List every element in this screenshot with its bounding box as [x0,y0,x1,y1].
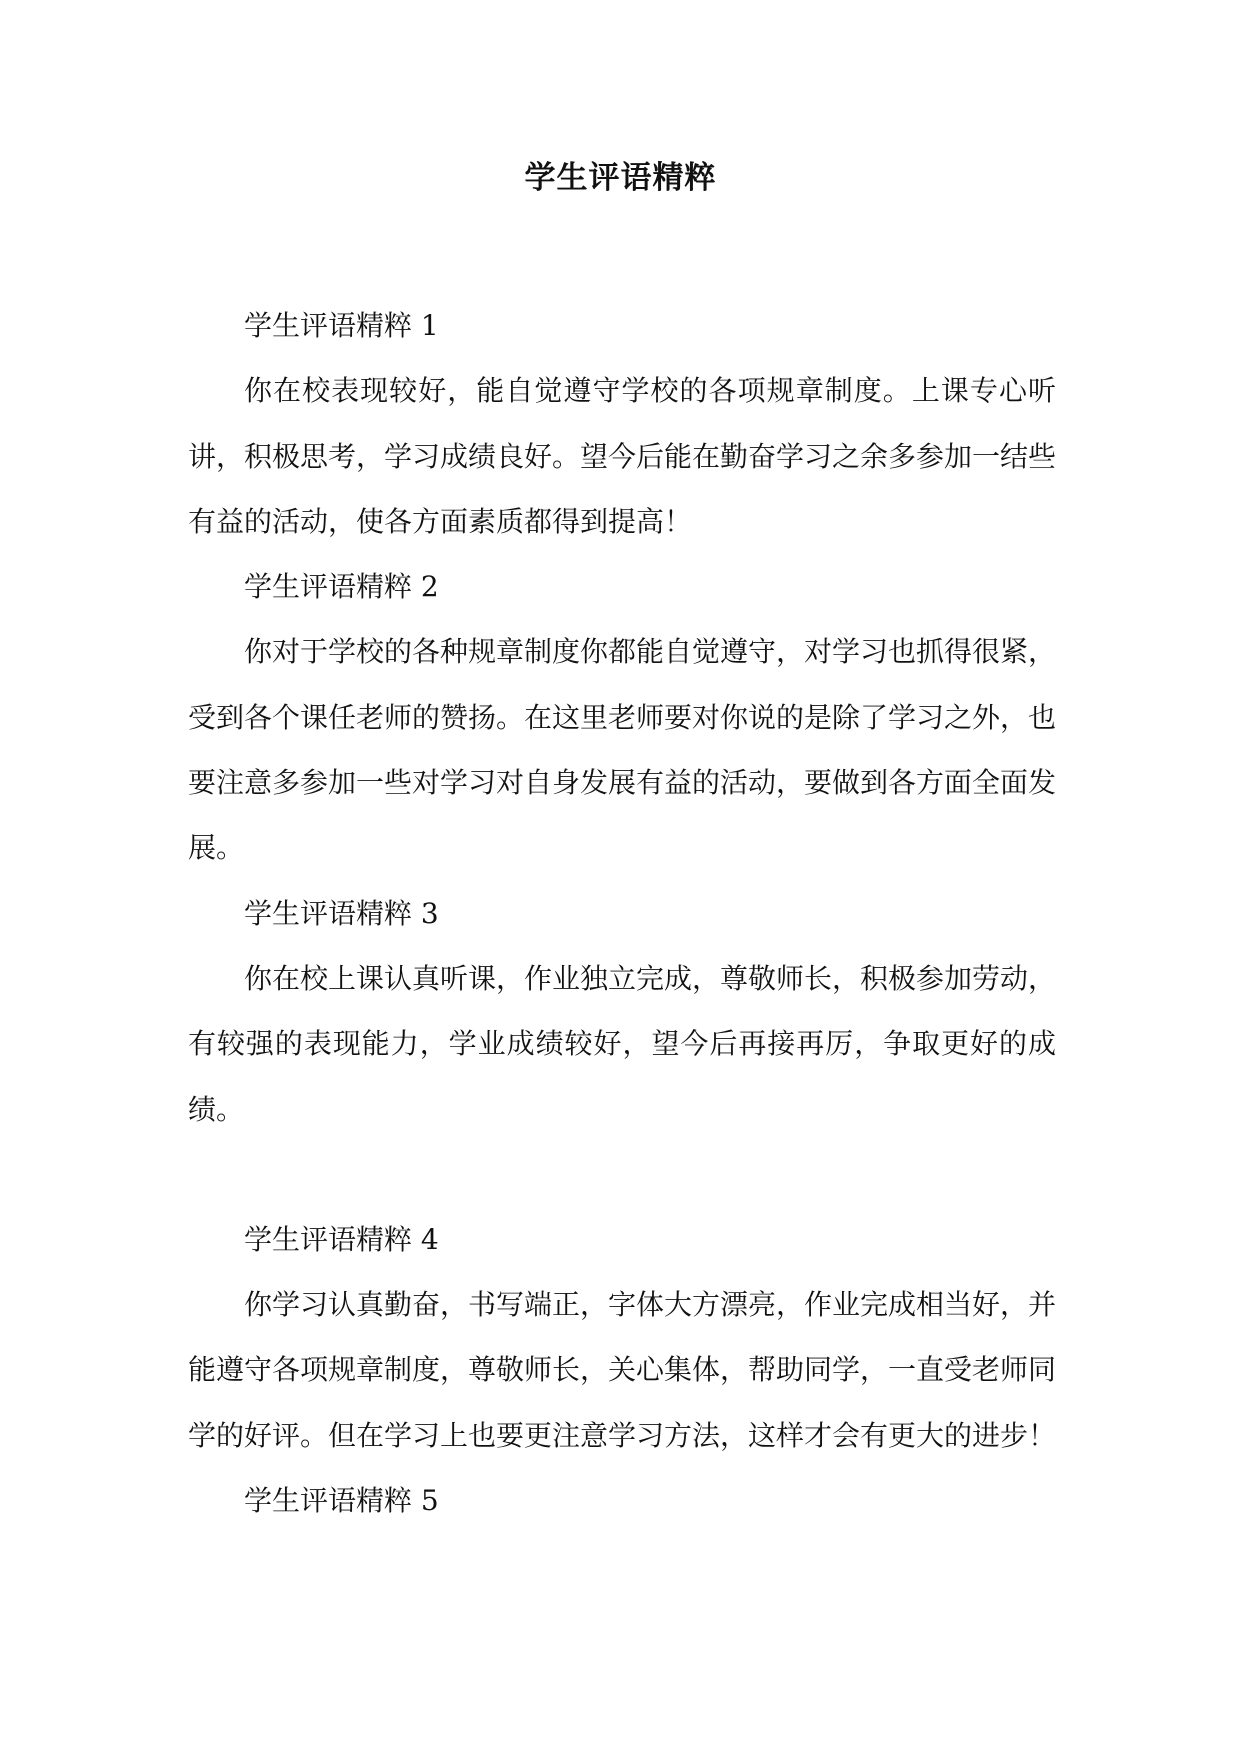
section-text-3: 你在校上课认真听课，作业独立完成，尊敬师长，积极参加劳动，有较强的表现能力，学业成绩较好，望今后再接再厉，争取更好的成绩。 [188,961,1057,1126]
section-text-1: 你在校表现较好，能自觉遵守学校的各项规章制度。上课专心听讲，积极思考，学习成绩良好。望今后能在勤奋学习之余多参加一结些有益的活动，使各方面素质都得到提高！ [188,374,1057,538]
document-title: 学生评语精粹 [524,160,717,196]
section-text-4: 你学习认真勤奋，书写端正，字体大方漂亮，作业完成相当好，并能遵守各项规章制度，尊敬师长，关心集体，帮助同学，一直受老师同学的好评。但在学习上也要更注意学习方法，这样才会有更大的进步！ [188,1288,1057,1452]
section-heading-2: 学生评语精粹 2 [244,570,439,604]
section-text-2: 你对于学校的各种规章制度你都能自觉遵守，对学习也抓得很紧，受到各个课任老师的赞扬。在这里老师要对你说的是除了学习之外，也要注意多参加一些对学习对自身发展有益的活动，要做到各方面全面发展。 [188,635,1057,865]
document-body [188,293,1056,1533]
section-heading-1: 学生评语精粹 1 [244,309,439,342]
section-heading-5: 学生评语精粹 5 [244,1484,439,1518]
section-heading-3: 学生评语精粹 3 [244,896,439,930]
section-heading-4: 学生评语精粹 4 [244,1222,439,1256]
paragraph-gap [188,1142,1056,1207]
